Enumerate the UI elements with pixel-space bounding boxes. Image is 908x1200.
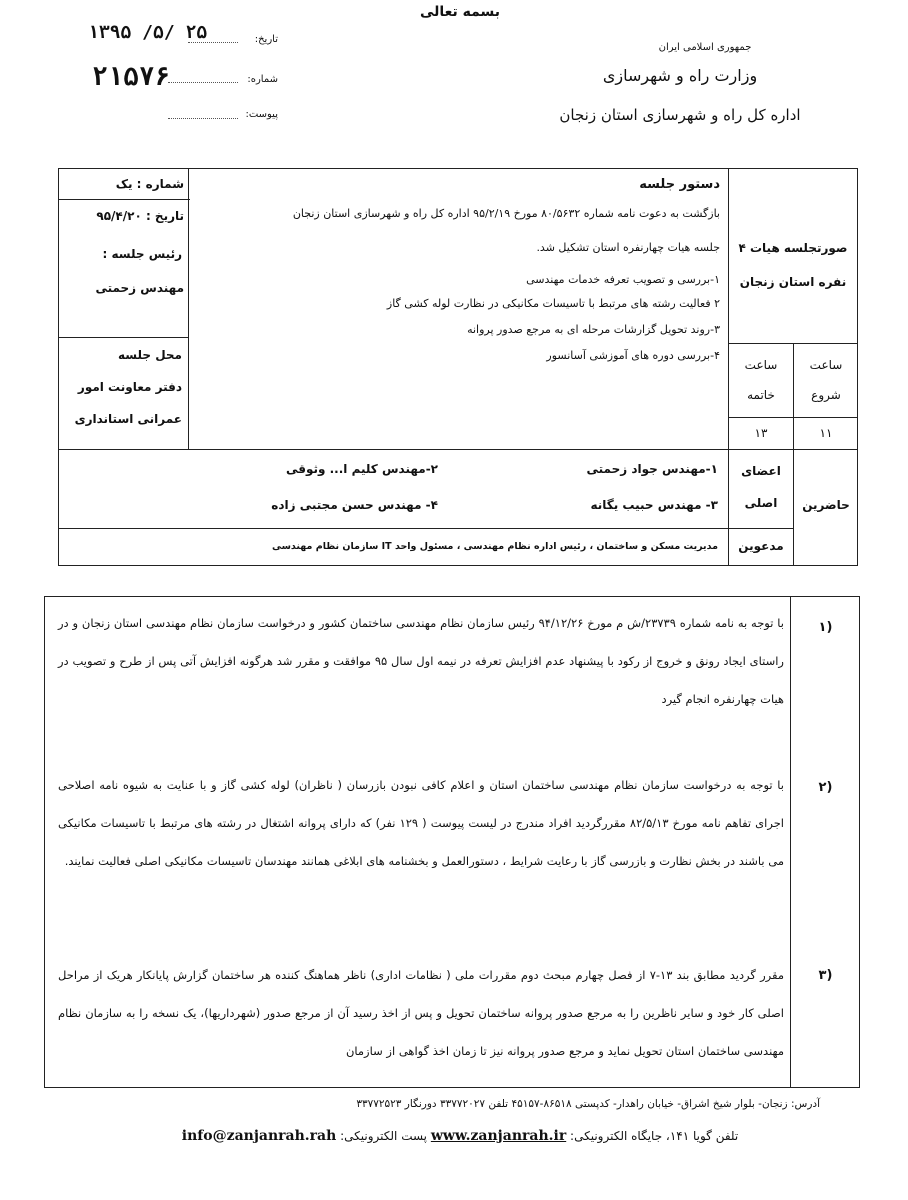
- members-label-1: اعضای: [741, 464, 781, 478]
- attachment-label: پیوست:: [245, 109, 278, 120]
- end-label-1: ساعت: [744, 358, 778, 372]
- start-time-value-cell: [793, 417, 858, 450]
- present-label: حاضرین: [802, 498, 850, 512]
- divider: [59, 199, 190, 200]
- resolution-text: با توجه به نامه شماره ۲۳۷۳۹/ش م مورخ ۹۴/۱۲/۲۶ رئیس سازمان نظام مهندسی ساختمان کشور و درخواست سازمان نظام مهندسی استان زنجان و در راستای ایجاد رونق و خروج از رکود با پیشنهاد عدم افزایش تعرفه در نیمه اول سال ۹۵ موافقت و مقرر شد هرگونه افزایش آتی پس از طرح و تصویب در هیات چهارنفره انجام گیرد: [58, 616, 784, 706]
- location-line-1: دفتر معاونت امور: [77, 380, 182, 394]
- number-value: ۲۱۵۷۶: [92, 62, 171, 92]
- email-link[interactable]: info@zanjanrah.rah: [181, 1128, 337, 1144]
- invited-label-cell: [728, 528, 794, 566]
- member-2: ۲-مهندس کلیم ا... وثوقی: [285, 462, 438, 476]
- members-label-2: اصلی: [744, 496, 778, 510]
- footer-contact: [140, 1128, 780, 1144]
- session-number: شماره : یک: [115, 177, 184, 191]
- meeting-title-2: نفره استان زنجان: [739, 275, 847, 289]
- date-line: [188, 42, 238, 43]
- members-label-cell: [728, 449, 794, 529]
- agenda-item: ۲ فعالیت رشته های مرتبط با تاسیسات مکانیکی در نظارت لوله کشی گاز: [386, 297, 720, 310]
- meeting-title-1: صورتجلسه هیات ۴: [738, 241, 848, 255]
- website-link[interactable]: www.zanjanrah.ir: [430, 1128, 567, 1144]
- member-1: ۱-مهندس جواد زحمتی: [586, 462, 718, 476]
- department-name: اداره کل راه و شهرسازی استان زنجان: [559, 106, 801, 124]
- start-label-2: شروع: [811, 388, 841, 402]
- location-label: محل جلسه: [117, 348, 182, 362]
- session-date: تاریخ : ۹۵/۴/۲۰: [96, 209, 184, 223]
- resolutions-divider: [790, 596, 792, 1088]
- agenda-item: ۱-بررسی و تصویب تعرفه خدمات مهندسی: [526, 273, 720, 286]
- agenda-intro-1: بازگشت به دعوت نامه شماره ۸۰/۵۶۳۲ مورخ ۹۵/۲/۱۹ اداره کل راه و شهرسازی استان زنجان: [292, 207, 720, 220]
- session-info-cell: [58, 168, 189, 338]
- start-time-header: [793, 343, 858, 418]
- end-label-2: خاتمه: [747, 388, 775, 402]
- resolution-text: مقرر گردید مطابق بند ۱۳-۷ از فصل چهارم مبحث دوم مقررات ملی ( نظامات اداری) ناظر هماهنگ کننده هر ساختمان گزارش پایانکار هریک از مراحل اصلی کار خود و سایر ناظرین را به مرجع صدور پروانه ساختمان تحویل و پس از اخذ رسید آن از مرجع صدور (شهرداریها)، یک نسخه را به سازمان نظام مهندسی ساختمان استان تحویل نماید و مرجع صدور پروانه نیز تا زمان اخذ گواهی از سازمان: [58, 968, 784, 1058]
- number-label: شماره:: [247, 74, 278, 85]
- chair-label: رئیس جلسه :: [102, 247, 182, 261]
- invited-label: مدعوین: [738, 539, 784, 553]
- members-cell: [58, 449, 729, 529]
- agenda-item: ۳-روند تحویل گزارشات مرحله ای به مرجع صدور پروانه: [467, 323, 720, 336]
- agenda-title: دستور جلسه: [639, 177, 720, 192]
- resolution-text: با توجه به درخواست سازمان نظام مهندسی ساختمان استان و اعلام کافی نبودن بازرسان ( ناظران) لوله کشی گاز و با عنایت به شیوه نامه اصلاحی اجرای تفاهم نامه مورخ ۸۲/۵/۱۳ مقررگردید افراد مندرج در لیست پیوست ( ۱۲۹ نفر) که دارای پروانه اشتغال در رشته های مرتبط با تاسیسات مکانیکی می باشند در بخش نظارت و بازرسی گاز با رعایت شرایط ، دستورالعمل و بخشنامه های ابلاغی همانند مهندسان تاسیسات مکانیکی اصلی فعالیت نمایند.: [58, 778, 784, 868]
- contact-prefix: تلفن گویا ۱۴۱، جایگاه الکترونیکی:: [570, 1129, 739, 1143]
- resolution-number: ۲): [818, 780, 833, 795]
- end-time-value: ۱۳: [754, 426, 768, 440]
- start-time-value: ۱۱: [819, 426, 833, 440]
- letter-meta: [88, 20, 278, 130]
- resolution-number: ۳): [818, 968, 833, 983]
- location-cell: [58, 337, 189, 450]
- location-line-2: عمرانی استانداری: [74, 412, 182, 426]
- republic-label: جمهوری اسلامی ایران: [658, 42, 752, 53]
- date-label: تاریخ:: [254, 34, 278, 45]
- resolution-number: ۱): [818, 620, 833, 635]
- end-time-header: [728, 343, 794, 418]
- agenda-intro-2: جلسه هیات چهارنفره استان تشکیل شد.: [536, 241, 720, 254]
- number-line: [168, 82, 238, 83]
- start-label-1: ساعت: [809, 358, 843, 372]
- basmala: بسمه تعالی: [419, 4, 501, 20]
- invited-cell: [58, 528, 729, 566]
- agenda-item: ۴-بررسی دوره های آموزشی آسانسور: [546, 349, 720, 362]
- meeting-table: [58, 168, 858, 566]
- date-value: ۱۳۹۵ /۵/ ۲۵: [88, 22, 208, 43]
- present-label-cell: [793, 449, 858, 566]
- member-4: ۴- مهندس حسن مجتبی زاده: [271, 498, 438, 512]
- end-time-value-cell: [728, 417, 794, 450]
- chair-name: مهندس زحمتی: [95, 281, 184, 295]
- meeting-title-cell: [728, 168, 858, 344]
- attachment-line: [168, 118, 238, 119]
- ministry-name: وزارت راه و شهرسازی: [602, 66, 758, 85]
- agenda-cell: [188, 168, 729, 450]
- invited-text: مدیریت مسکن و ساختمان ، رئیس اداره نظام مهندسی ، مسئول واحد IT سازمان نظام مهندسی: [271, 541, 718, 552]
- member-3: ۳- مهندس حبیب یگانه: [590, 498, 718, 512]
- footer-address: آدرس: زنجان- بلوار شیخ اشراق- خیابان راهدار- کدپستی ۸۶۵۱۸-۴۵۱۵۷ تلفن ۳۳۷۷۲۰۲۷ دورنگار ۳۳۷۷۲۵۲۳: [356, 1098, 820, 1110]
- email-label: پست الکترونیکی:: [340, 1129, 428, 1143]
